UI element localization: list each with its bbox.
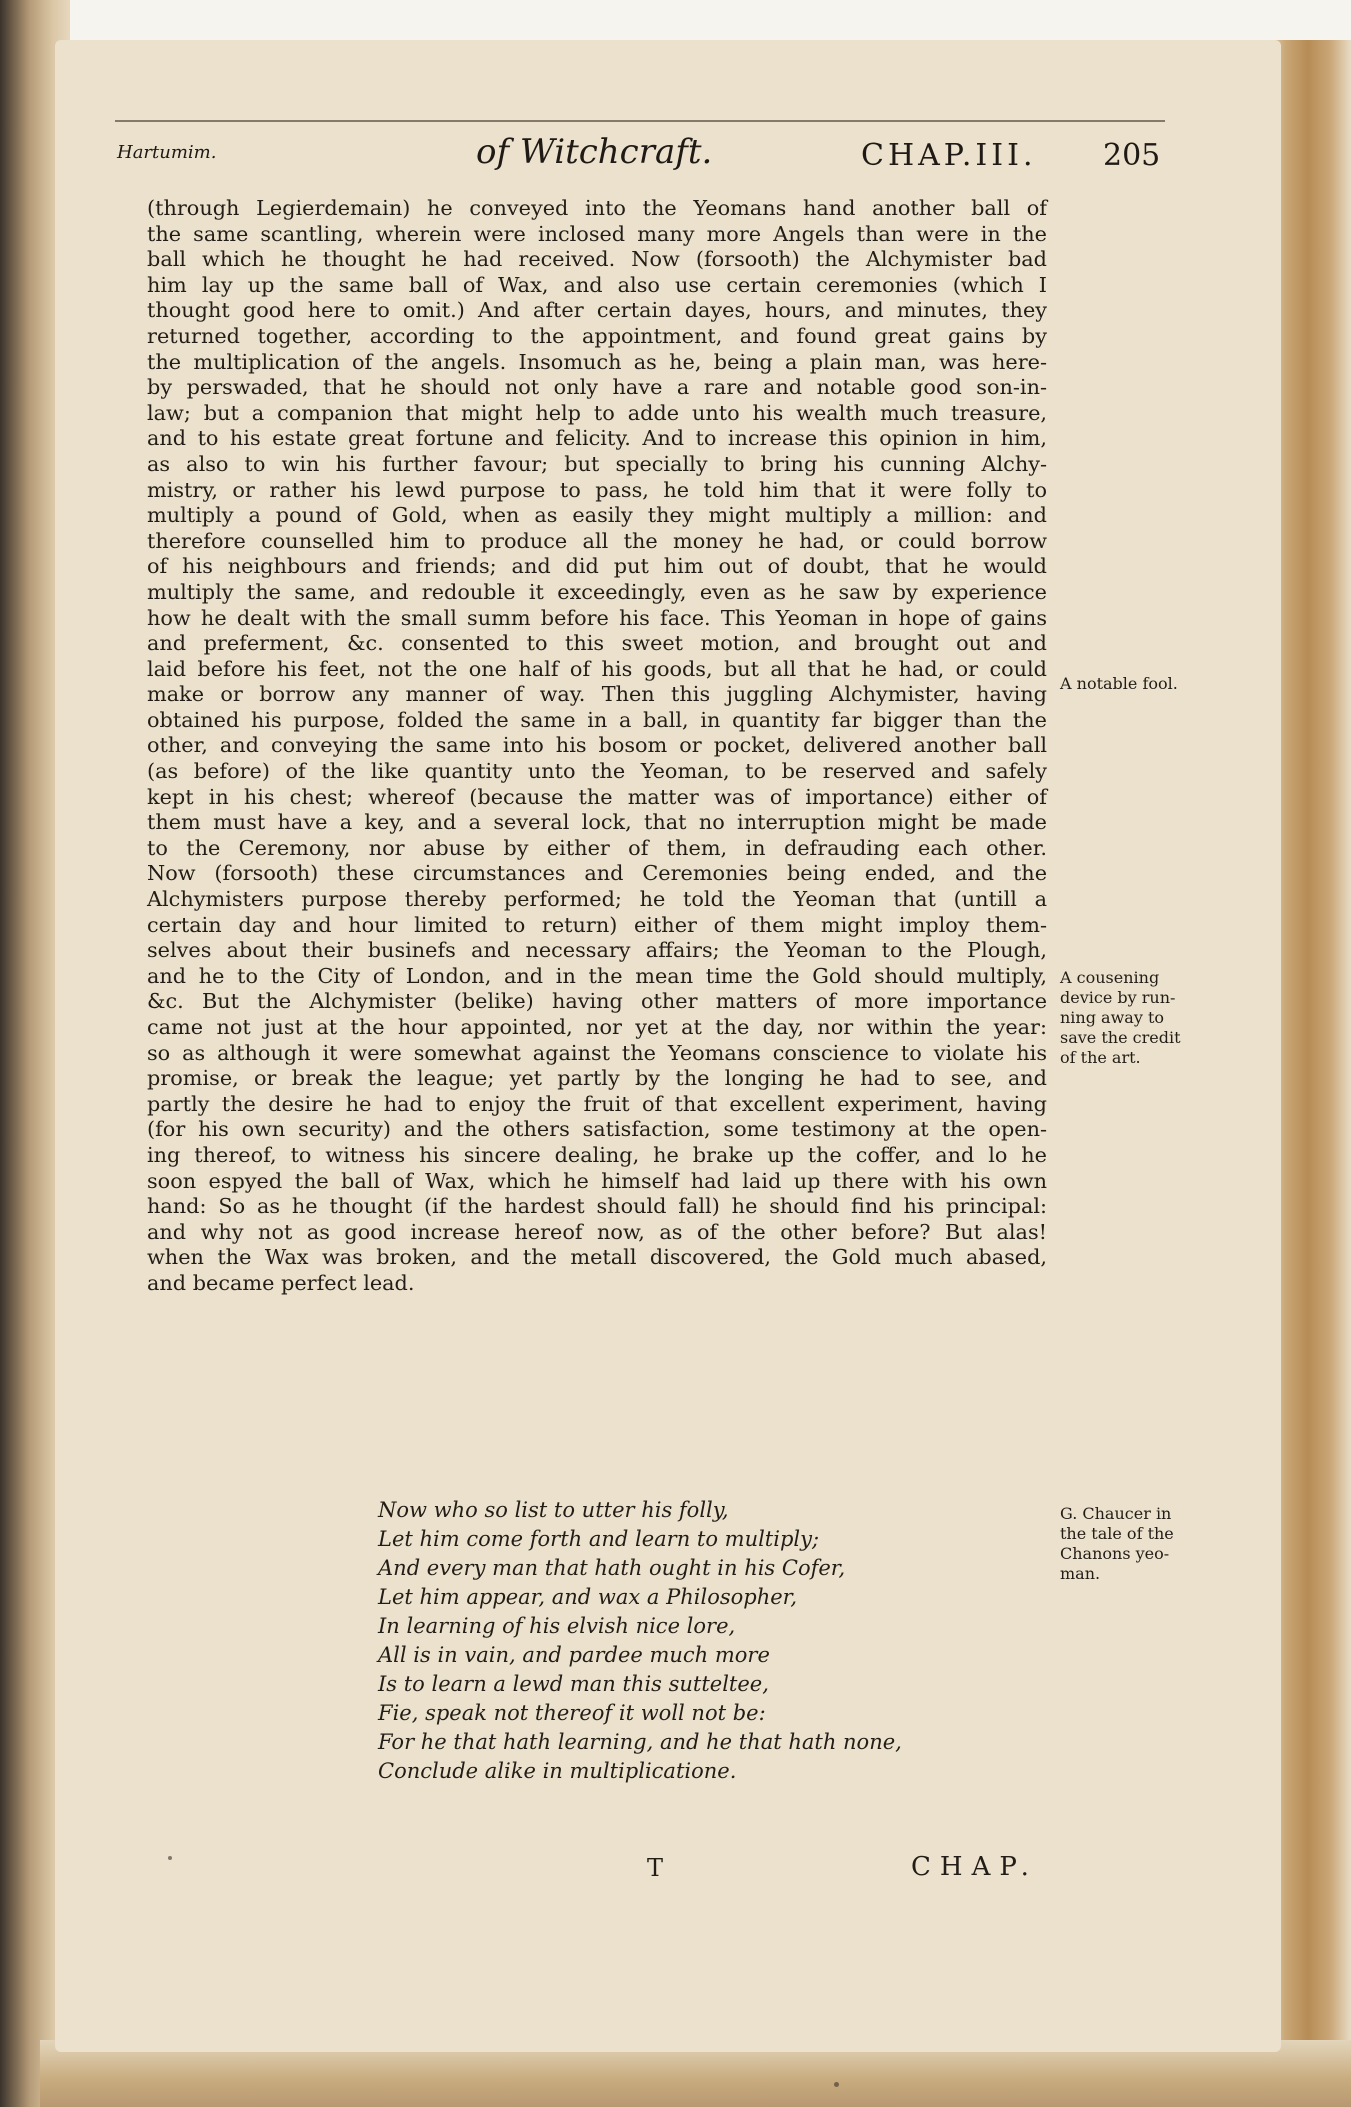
body-line: therefore counselled him to produce all the money he had, or could borrow	[147, 528, 1047, 553]
body-line: partly the desire he had to enjoy the fruit of that excellent experiment, having	[147, 1091, 1047, 1116]
body-line: (through Legierdemain) he conveyed into the Yeomans hand another ball of	[147, 196, 1047, 220]
margin-note-line: save the credit	[1060, 1028, 1181, 1047]
body-line: them must have a key, and a several lock, that no interruption might be made	[147, 810, 1047, 835]
ink-spot	[168, 1856, 172, 1860]
body-line: Alchymisters purpose thereby performed; he told the Yeoman that (untill a	[147, 887, 1047, 912]
body-line: to the Ceremony, nor abuse by either of them, in defrauding each other.	[147, 835, 1047, 860]
body-line: and to his estate great fortune and felicity. And to increase this opinion in him,	[147, 426, 1047, 451]
verse-line: And every man that hath ought in his Cofer,	[378, 1556, 846, 1580]
margin-note-cozening-device	[1060, 968, 1195, 1068]
margin-note-line: of the art.	[1060, 1048, 1141, 1067]
verse-line: All is in vain, and pardee much more	[378, 1643, 770, 1667]
ink-spot	[834, 2082, 839, 2087]
body-line: of his neighbours and friends; and did put him out of doubt, that he would	[147, 554, 1047, 579]
margin-note-line: device by run-	[1060, 988, 1176, 1007]
verse-line: Is to learn a lewd man this sutteltee,	[378, 1672, 769, 1696]
body-line: soon espyed the ball of Wax, which he himself had laid up there with his own	[147, 1168, 1047, 1193]
catchword: CHAP.	[911, 1852, 1038, 1882]
margin-note-line: the tale of the	[1060, 1524, 1174, 1543]
margin-note-chaucer	[1060, 1504, 1195, 1584]
body-line: selves about their businefs and necessary affairs; the Yeoman to the Plough,	[147, 938, 1047, 963]
verse-line: Now who so list to utter his folly,	[378, 1498, 729, 1522]
body-line: and why not as good increase hereof now, as of the other before? But alas!	[147, 1219, 1047, 1244]
body-line: and preferment, &c. consented to this sweet motion, and brought out and	[147, 631, 1047, 656]
margin-note-line: man.	[1060, 1564, 1101, 1583]
signature-mark: T	[647, 1854, 664, 1882]
body-line: thought good here to omit.) And after certain dayes, hours, and minutes, they	[147, 298, 1047, 323]
body-line: (as before) of the like quantity unto the Yeoman, to be reserved and safely	[147, 759, 1047, 784]
page-background-top	[0, 0, 1351, 40]
body-line: other, and conveying the same into his bosom or pocket, delivered another ball	[147, 733, 1047, 758]
margin-note-line: Chanons yeo-	[1060, 1544, 1170, 1563]
verse-line: Fie, speak not thereof it woll not be:	[378, 1701, 766, 1725]
chapter-heading: CHAP.III.	[861, 138, 1037, 173]
body-line: when the Wax was broken, and the metall discovered, the Gold much abased,	[147, 1245, 1047, 1270]
verse-line: For he that hath learning, and he that hath none,	[378, 1730, 902, 1754]
body-line: him lay up the same ball of Wax, and also use certain ceremonies (which I	[147, 272, 1047, 297]
header-rule	[115, 120, 1165, 122]
running-head-left: Hartumim.	[117, 142, 217, 163]
body-line: the multiplication of the angels. Insomuch as he, being a plain man, was here-	[147, 349, 1047, 374]
verse-line: Let him appear, and wax a Philosopher,	[378, 1585, 798, 1609]
body-line: and he to the City of London, and in the mean time the Gold should multiply,	[147, 963, 1047, 988]
running-head-title: of Witchcraft.	[476, 132, 713, 172]
verse-quotation	[378, 1496, 902, 1786]
body-line: laid before his feet, not the one half of his goods, but all that he had, or could	[147, 656, 1047, 681]
body-line: how he dealt with the small summ before his face. This Yeoman in hope of gains	[147, 605, 1047, 630]
margin-note-notable-fool: A notable fool.	[1060, 674, 1178, 693]
body-line: law; but a companion that might help to adde unto his wealth much treasure,	[147, 400, 1047, 425]
body-line: make or borrow any manner of way. Then this juggling Alchymister, having	[147, 682, 1047, 707]
body-line: multiply a pound of Gold, when as easily they might multiply a million: and	[147, 503, 1047, 528]
body-line: (for his own security) and the others satisfaction, some testimony at the open-	[147, 1117, 1047, 1142]
body-line: kept in his chest; whereof (because the matter was of importance) either of	[147, 784, 1047, 809]
verse-line: Let him come forth and learn to multiply;	[378, 1527, 820, 1551]
body-line: Now (forsooth) these circumstances and Ceremonies being ended, and the	[147, 861, 1047, 886]
body-line: as also to win his further favour; but specially to bring his cunning Alchy-	[147, 451, 1047, 476]
body-line: ball which he thought he had received. Now (forsooth) the Alchymister bad	[147, 247, 1047, 272]
body-line: the same scantling, wherein were inclosed many more Angels than were in the	[147, 221, 1047, 246]
body-line: by perswaded, that he should not only have a rare and notable good son-in-	[147, 375, 1047, 400]
body-line: and became perfect lead.	[147, 1270, 415, 1295]
body-line: &c. But the Alchymister (belike) having other matters of more importance	[147, 989, 1047, 1014]
body-line: multiply the same, and redouble it exceedingly, even as he saw by experience	[147, 579, 1047, 604]
body-text	[147, 196, 1047, 1297]
body-line: mistry, or rather his lewd purpose to pass, he told him that it were folly to	[147, 477, 1047, 502]
page-number: 205	[1103, 138, 1161, 173]
body-line: hand: So as he thought (if the hardest should fall) he should find his principal:	[147, 1194, 1047, 1219]
verse-line: In learning of his elvish nice lore,	[378, 1614, 736, 1638]
body-line: returned together, according to the appointment, and found great gains by	[147, 323, 1047, 348]
body-line: obtained his purpose, folded the same in a ball, in quantity far bigger than the	[147, 707, 1047, 732]
body-line: came not just at the hour appointed, nor yet at the day, nor within the year:	[147, 1015, 1047, 1039]
body-line: ing thereof, to witness his sincere dealing, he brake up the coffer, and lo he	[147, 1142, 1047, 1167]
margin-note-line: A cousening	[1060, 968, 1160, 987]
margin-note-line: G. Chaucer in	[1060, 1504, 1172, 1523]
body-line: promise, or break the league; yet partly by the longing he had to see, and	[147, 1066, 1047, 1091]
body-line: certain day and hour limited to return) either of them might imploy them-	[147, 912, 1047, 937]
margin-note-line: ning away to	[1060, 1008, 1165, 1027]
verse-line: Conclude alike in multiplicatione.	[378, 1759, 737, 1783]
body-line: so as although it were somewhat against the Yeomans conscience to violate his	[147, 1040, 1047, 1065]
